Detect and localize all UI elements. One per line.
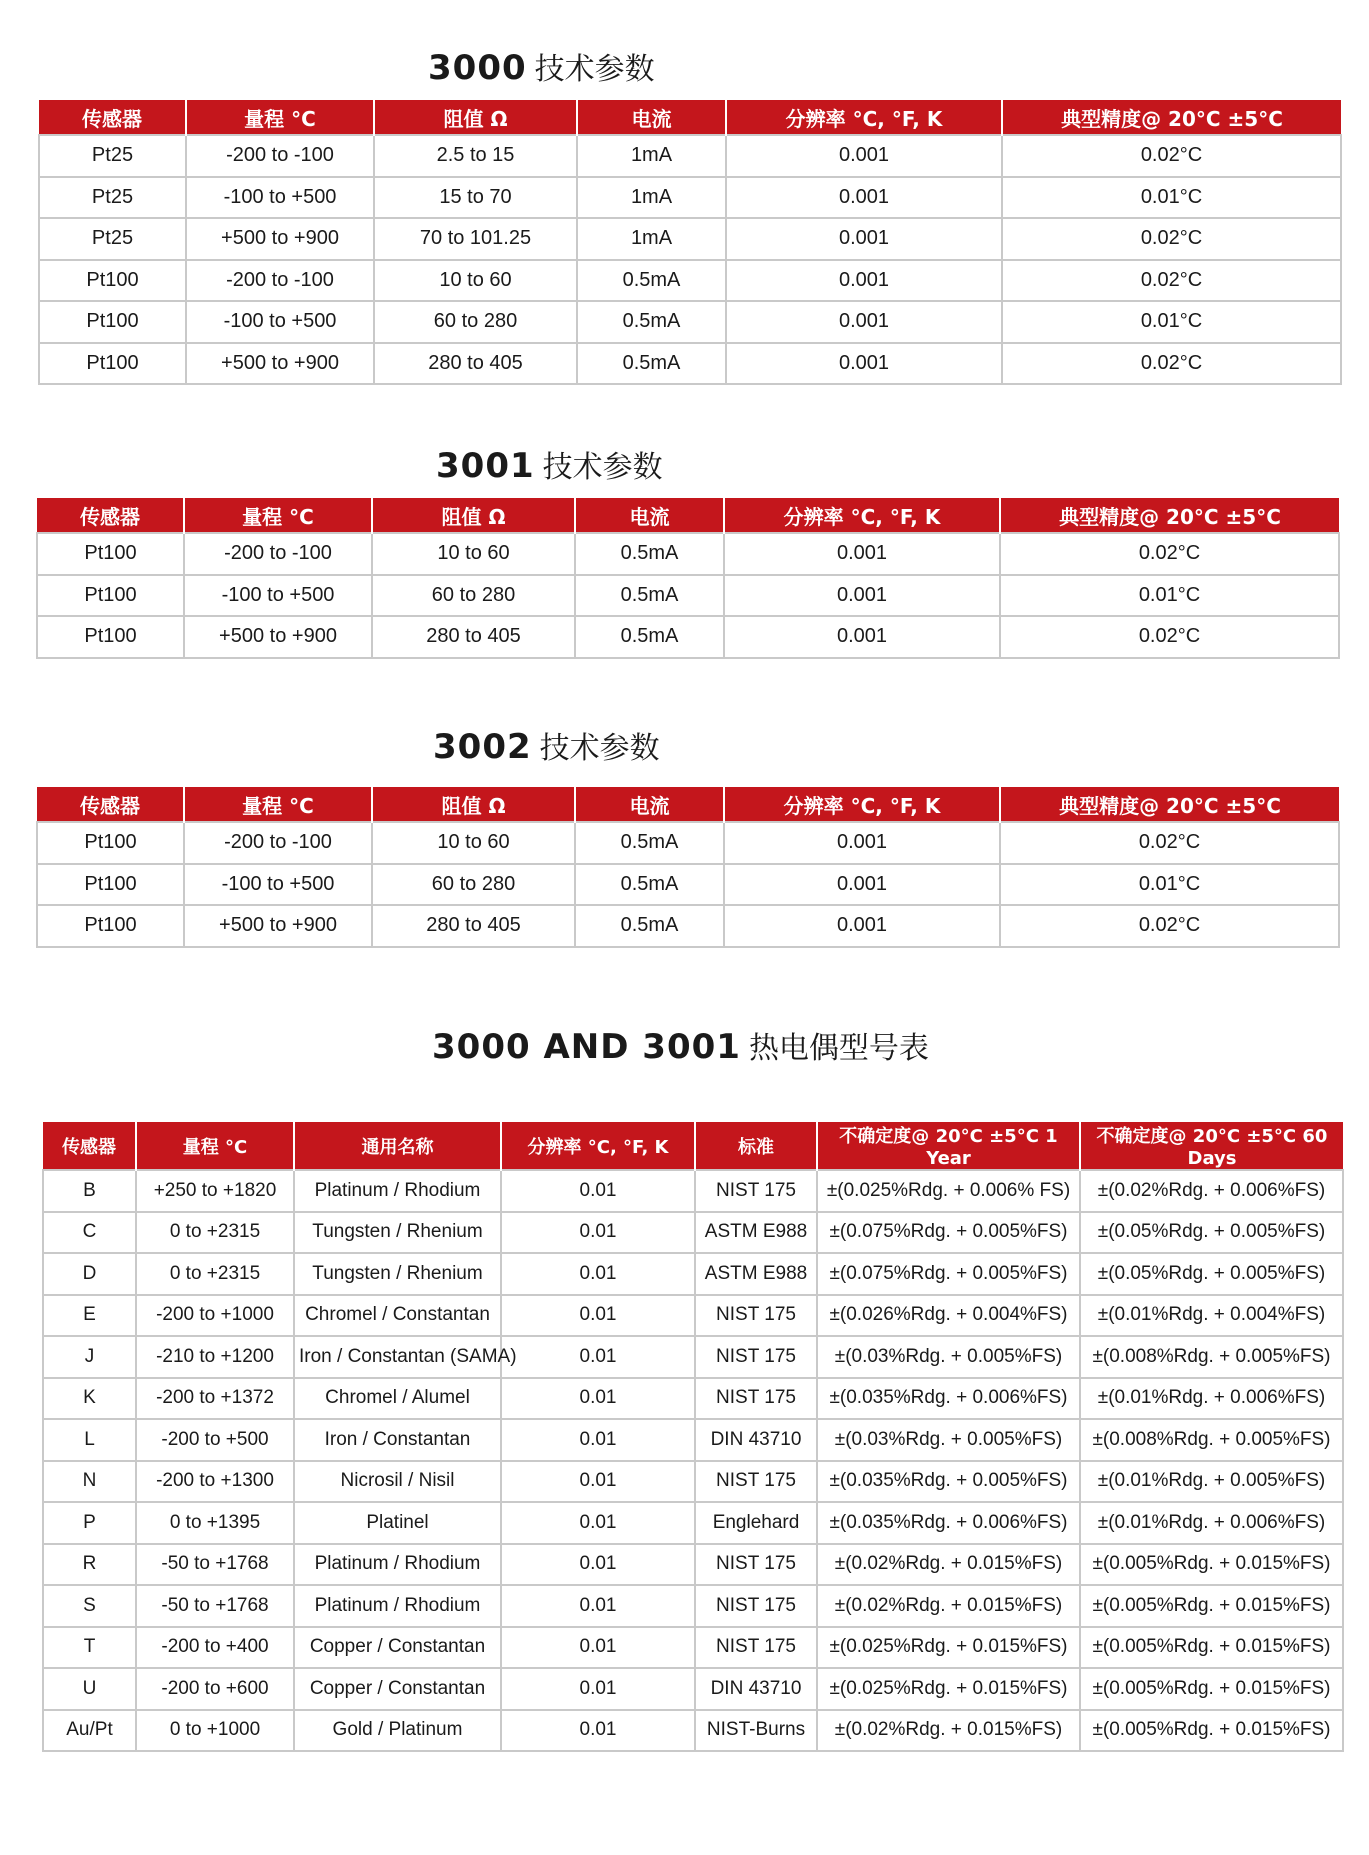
table-cell: 0.01 (501, 1253, 695, 1295)
table-row (43, 1668, 1343, 1710)
column-header: 典型精度@ 20°C ±5°C (1000, 498, 1339, 533)
table-cell: ±(0.075%Rdg. + 0.005%FS) (817, 1253, 1080, 1295)
table-cell: 0.5mA (577, 301, 726, 343)
table-cell: Pt100 (37, 905, 184, 947)
table-cell: Platinum / Rhodium (294, 1170, 501, 1212)
table-cell: 2.5 to 15 (374, 135, 577, 177)
table-cell: Platinum / Rhodium (294, 1544, 501, 1586)
table-cell: NIST 175 (695, 1170, 817, 1212)
table-cell: Chromel / Constantan (294, 1295, 501, 1337)
table-cell: 0.01°C (1000, 864, 1339, 906)
table-cell: ±(0.075%Rdg. + 0.005%FS) (817, 1212, 1080, 1254)
table-cell: J (43, 1336, 136, 1378)
table-cell: 0.5mA (575, 905, 724, 947)
title-suffix: 技术参数 (542, 450, 663, 485)
table-cell: +500 to +900 (186, 218, 374, 260)
table-cell: 0.02°C (1002, 260, 1341, 302)
table-cell: Pt100 (37, 533, 184, 575)
table-cell: ±(0.025%Rdg. + 0.006% FS) (817, 1170, 1080, 1212)
table-cell: Gold / Platinum (294, 1710, 501, 1752)
thermocouple-table (42, 1122, 1344, 1752)
table-cell: Pt100 (39, 260, 186, 302)
table-cell: Pt25 (39, 218, 186, 260)
table-cell: NIST 175 (695, 1627, 817, 1669)
table-cell: 280 to 405 (374, 343, 577, 385)
table-cell: 70 to 101.25 (374, 218, 577, 260)
spec-table-3000 (38, 100, 1342, 385)
title-suffix: 热电偶型号表 (748, 1031, 929, 1066)
table-cell: Pt100 (39, 301, 186, 343)
title-suffix: 技术参数 (539, 731, 660, 766)
column-header: 传感器 (37, 787, 184, 822)
table-cell: Platinum / Rhodium (294, 1585, 501, 1627)
table-row (37, 616, 1339, 658)
column-header: 量程 °C (186, 100, 374, 135)
table-cell: NIST 175 (695, 1461, 817, 1503)
table-cell: 0.02°C (1000, 533, 1339, 575)
column-header: 分辨率 °C, °F, K (726, 100, 1002, 135)
table-cell: R (43, 1544, 136, 1586)
table-cell: 0.02°C (1000, 905, 1339, 947)
table-cell: ±(0.035%Rdg. + 0.006%FS) (817, 1378, 1080, 1420)
table-cell: 0.01 (501, 1502, 695, 1544)
table-cell: 60 to 280 (372, 864, 575, 906)
table-cell: ±(0.035%Rdg. + 0.006%FS) (817, 1502, 1080, 1544)
table-cell: ±(0.02%Rdg. + 0.006%FS) (1080, 1170, 1343, 1212)
table-cell: -200 to -100 (184, 533, 372, 575)
table-cell: L (43, 1419, 136, 1461)
table-cell: -200 to +1000 (136, 1295, 294, 1337)
table-cell: 0.001 (724, 864, 1000, 906)
model-number: 3000 AND 3001 (432, 1027, 741, 1067)
table-row (43, 1627, 1343, 1669)
table-cell: -100 to +500 (186, 301, 374, 343)
table-cell: 0.001 (726, 135, 1002, 177)
column-header: 量程 °C (184, 498, 372, 533)
table-cell: 0.02°C (1002, 218, 1341, 260)
table-cell: ±(0.02%Rdg. + 0.015%FS) (817, 1544, 1080, 1586)
title-3001 (436, 442, 663, 486)
spec-table-3002 (36, 787, 1340, 948)
table-cell: 0.001 (726, 260, 1002, 302)
column-header: 量程 °C (136, 1122, 294, 1170)
table-row (39, 260, 1341, 302)
table-cell: ±(0.026%Rdg. + 0.004%FS) (817, 1295, 1080, 1337)
table-cell: ±(0.005%Rdg. + 0.015%FS) (1080, 1627, 1343, 1669)
table-cell: Pt100 (37, 575, 184, 617)
table-cell: 0.001 (724, 822, 1000, 864)
table-cell: -200 to -100 (184, 822, 372, 864)
table-cell: ±(0.025%Rdg. + 0.015%FS) (817, 1627, 1080, 1669)
table-cell: ±(0.01%Rdg. + 0.005%FS) (1080, 1461, 1343, 1503)
table-cell: 10 to 60 (372, 533, 575, 575)
table-cell: -200 to +500 (136, 1419, 294, 1461)
table-cell: 0.5mA (577, 343, 726, 385)
table-row (43, 1585, 1343, 1627)
table-cell: D (43, 1253, 136, 1295)
table-cell: 1mA (577, 218, 726, 260)
table-cell: 0.01°C (1002, 177, 1341, 219)
table-row (43, 1378, 1343, 1420)
table-cell: 0.01 (501, 1461, 695, 1503)
table-cell: -200 to -100 (186, 135, 374, 177)
table-cell: S (43, 1585, 136, 1627)
table-row (39, 177, 1341, 219)
column-header: 阻值 Ω (372, 498, 575, 533)
spec-table-3001 (36, 498, 1340, 659)
table-cell: -200 to +600 (136, 1668, 294, 1710)
table-cell: -100 to +500 (184, 575, 372, 617)
table-cell: Platinel (294, 1502, 501, 1544)
table-cell: Copper / Constantan (294, 1627, 501, 1669)
table-cell: NIST 175 (695, 1336, 817, 1378)
table-cell: 0.01 (501, 1627, 695, 1669)
table-cell: 0.001 (726, 343, 1002, 385)
table-cell: NIST 175 (695, 1295, 817, 1337)
column-header: 传感器 (39, 100, 186, 135)
table-row (43, 1544, 1343, 1586)
column-header: 不确定度@ 20°C ±5°C 1 Year (817, 1122, 1080, 1170)
table-row (43, 1212, 1343, 1254)
table-cell: Iron / Constantan (SAMA) (294, 1336, 501, 1378)
table-cell: 0.001 (726, 301, 1002, 343)
column-header: 量程 °C (184, 787, 372, 822)
table-cell: 0 to +2315 (136, 1253, 294, 1295)
table-cell: NIST 175 (695, 1585, 817, 1627)
model-number: 3001 (436, 446, 535, 486)
table-cell: 0.5mA (575, 575, 724, 617)
table-cell: ±(0.005%Rdg. + 0.015%FS) (1080, 1668, 1343, 1710)
table-row (39, 301, 1341, 343)
table-cell: Copper / Constantan (294, 1668, 501, 1710)
column-header: 不确定度@ 20°C ±5°C 60 Days (1080, 1122, 1343, 1170)
column-header: 标准 (695, 1122, 817, 1170)
table-cell: -200 to -100 (186, 260, 374, 302)
table-cell: 0.02°C (1002, 135, 1341, 177)
model-number: 3002 (433, 727, 532, 767)
table-cell: 0 to +1000 (136, 1710, 294, 1752)
model-number: 3000 (428, 48, 527, 88)
column-header: 电流 (575, 787, 724, 822)
table-cell: NIST 175 (695, 1544, 817, 1586)
table-cell: DIN 43710 (695, 1419, 817, 1461)
table-cell: C (43, 1212, 136, 1254)
table-cell: 1mA (577, 177, 726, 219)
table-cell: 0.01 (501, 1336, 695, 1378)
table-cell: 0.001 (724, 575, 1000, 617)
title-suffix: 技术参数 (534, 52, 655, 87)
table-cell: +500 to +900 (186, 343, 374, 385)
table-cell: 0.01 (501, 1585, 695, 1627)
table-cell: 280 to 405 (372, 905, 575, 947)
table-cell: 0.01 (501, 1212, 695, 1254)
title-3000 (428, 44, 655, 88)
table-row (43, 1502, 1343, 1544)
table-cell: Englehard (695, 1502, 817, 1544)
table-cell: Pt25 (39, 177, 186, 219)
table-cell: 10 to 60 (372, 822, 575, 864)
table-row (37, 533, 1339, 575)
table-row (43, 1253, 1343, 1295)
table-cell: ±(0.01%Rdg. + 0.006%FS) (1080, 1378, 1343, 1420)
table-cell: 0.01 (501, 1668, 695, 1710)
table-cell: 0.01 (501, 1378, 695, 1420)
table-cell: Tungsten / Rhenium (294, 1253, 501, 1295)
table-cell: Pt100 (37, 822, 184, 864)
column-header: 分辨率 °C, °F, K (724, 787, 1000, 822)
table-cell: Pt100 (37, 864, 184, 906)
table-cell: +500 to +900 (184, 905, 372, 947)
table-cell: NIST-Burns (695, 1710, 817, 1752)
table-cell: -210 to +1200 (136, 1336, 294, 1378)
table-cell: ±(0.008%Rdg. + 0.005%FS) (1080, 1419, 1343, 1461)
table-row (37, 575, 1339, 617)
table-cell: ±(0.005%Rdg. + 0.015%FS) (1080, 1544, 1343, 1586)
column-header: 典型精度@ 20°C ±5°C (1002, 100, 1341, 135)
table-cell: -50 to +1768 (136, 1585, 294, 1627)
table-cell: Au/Pt (43, 1710, 136, 1752)
table-cell: E (43, 1295, 136, 1337)
table-row (39, 343, 1341, 385)
table-row (43, 1170, 1343, 1212)
table-cell: U (43, 1668, 136, 1710)
table-cell: -200 to +400 (136, 1627, 294, 1669)
table-row (43, 1710, 1343, 1752)
table-cell: 0.5mA (575, 822, 724, 864)
table-cell: -50 to +1768 (136, 1544, 294, 1586)
table-row (37, 822, 1339, 864)
title-thermocouple (432, 1023, 929, 1067)
table-cell: ±(0.02%Rdg. + 0.015%FS) (817, 1585, 1080, 1627)
table-cell: 0.001 (724, 533, 1000, 575)
table-cell: 1mA (577, 135, 726, 177)
table-cell: ±(0.03%Rdg. + 0.005%FS) (817, 1336, 1080, 1378)
table-cell: T (43, 1627, 136, 1669)
table-cell: 0.02°C (1000, 822, 1339, 864)
table-row (37, 864, 1339, 906)
table-row (39, 135, 1341, 177)
table-cell: 0 to +1395 (136, 1502, 294, 1544)
table-cell: -100 to +500 (184, 864, 372, 906)
table-cell: ASTM E988 (695, 1253, 817, 1295)
table-row (43, 1419, 1343, 1461)
table-cell: Pt100 (37, 616, 184, 658)
table-cell: 60 to 280 (374, 301, 577, 343)
title-3002 (433, 723, 660, 767)
table-cell: ASTM E988 (695, 1212, 817, 1254)
table-cell: Iron / Constantan (294, 1419, 501, 1461)
table-cell: ±(0.035%Rdg. + 0.005%FS) (817, 1461, 1080, 1503)
table-cell: ±(0.02%Rdg. + 0.015%FS) (817, 1710, 1080, 1752)
table-cell: 10 to 60 (374, 260, 577, 302)
table-cell: 0.001 (724, 616, 1000, 658)
table-cell: 0.01°C (1002, 301, 1341, 343)
table-cell: -100 to +500 (186, 177, 374, 219)
table-row (39, 218, 1341, 260)
table-cell: ±(0.01%Rdg. + 0.006%FS) (1080, 1502, 1343, 1544)
column-header: 电流 (575, 498, 724, 533)
table-cell: 0.001 (726, 177, 1002, 219)
table-cell: ±(0.01%Rdg. + 0.004%FS) (1080, 1295, 1343, 1337)
table-cell: -200 to +1372 (136, 1378, 294, 1420)
table-cell: +250 to +1820 (136, 1170, 294, 1212)
column-header: 典型精度@ 20°C ±5°C (1000, 787, 1339, 822)
table-cell: 0.01°C (1000, 575, 1339, 617)
table-cell: K (43, 1378, 136, 1420)
table-cell: DIN 43710 (695, 1668, 817, 1710)
column-header: 传感器 (43, 1122, 136, 1170)
table-cell: -200 to +1300 (136, 1461, 294, 1503)
table-cell: P (43, 1502, 136, 1544)
table-cell: 60 to 280 (372, 575, 575, 617)
column-header: 传感器 (37, 498, 184, 533)
table-cell: Chromel / Alumel (294, 1378, 501, 1420)
table-cell: ±(0.025%Rdg. + 0.015%FS) (817, 1668, 1080, 1710)
table-cell: ±(0.05%Rdg. + 0.005%FS) (1080, 1253, 1343, 1295)
table-cell: 0.01 (501, 1544, 695, 1586)
table-cell: 0.01 (501, 1170, 695, 1212)
table-cell: 0.02°C (1000, 616, 1339, 658)
table-cell: 0.001 (726, 218, 1002, 260)
table-cell: B (43, 1170, 136, 1212)
table-cell: 0.5mA (575, 864, 724, 906)
table-cell: 0.5mA (577, 260, 726, 302)
table-cell: Pt25 (39, 135, 186, 177)
table-row (43, 1295, 1343, 1337)
table-cell: 0.5mA (575, 533, 724, 575)
table-row (43, 1461, 1343, 1503)
table-cell: ±(0.03%Rdg. + 0.005%FS) (817, 1419, 1080, 1461)
table-cell: 0.02°C (1002, 343, 1341, 385)
table-cell: ±(0.005%Rdg. + 0.015%FS) (1080, 1585, 1343, 1627)
table-cell: NIST 175 (695, 1378, 817, 1420)
column-header: 通用名称 (294, 1122, 501, 1170)
table-cell: ±(0.05%Rdg. + 0.005%FS) (1080, 1212, 1343, 1254)
table-row (37, 905, 1339, 947)
table-cell: ±(0.008%Rdg. + 0.005%FS) (1080, 1336, 1343, 1378)
table-cell: Nicrosil / Nisil (294, 1461, 501, 1503)
column-header: 阻值 Ω (374, 100, 577, 135)
table-cell: ±(0.005%Rdg. + 0.015%FS) (1080, 1710, 1343, 1752)
table-cell: 0 to +2315 (136, 1212, 294, 1254)
table-cell: 0.5mA (575, 616, 724, 658)
column-header: 电流 (577, 100, 726, 135)
column-header: 分辨率 °C, °F, K (501, 1122, 695, 1170)
column-header: 分辨率 °C, °F, K (724, 498, 1000, 533)
column-header: 阻值 Ω (372, 787, 575, 822)
table-cell: N (43, 1461, 136, 1503)
table-cell: 15 to 70 (374, 177, 577, 219)
table-cell: 280 to 405 (372, 616, 575, 658)
table-cell: Tungsten / Rhenium (294, 1212, 501, 1254)
table-cell: +500 to +900 (184, 616, 372, 658)
table-cell: Pt100 (39, 343, 186, 385)
table-cell: 0.01 (501, 1419, 695, 1461)
table-cell: 0.001 (724, 905, 1000, 947)
table-row (43, 1336, 1343, 1378)
table-cell: 0.01 (501, 1710, 695, 1752)
table-cell: 0.01 (501, 1295, 695, 1337)
